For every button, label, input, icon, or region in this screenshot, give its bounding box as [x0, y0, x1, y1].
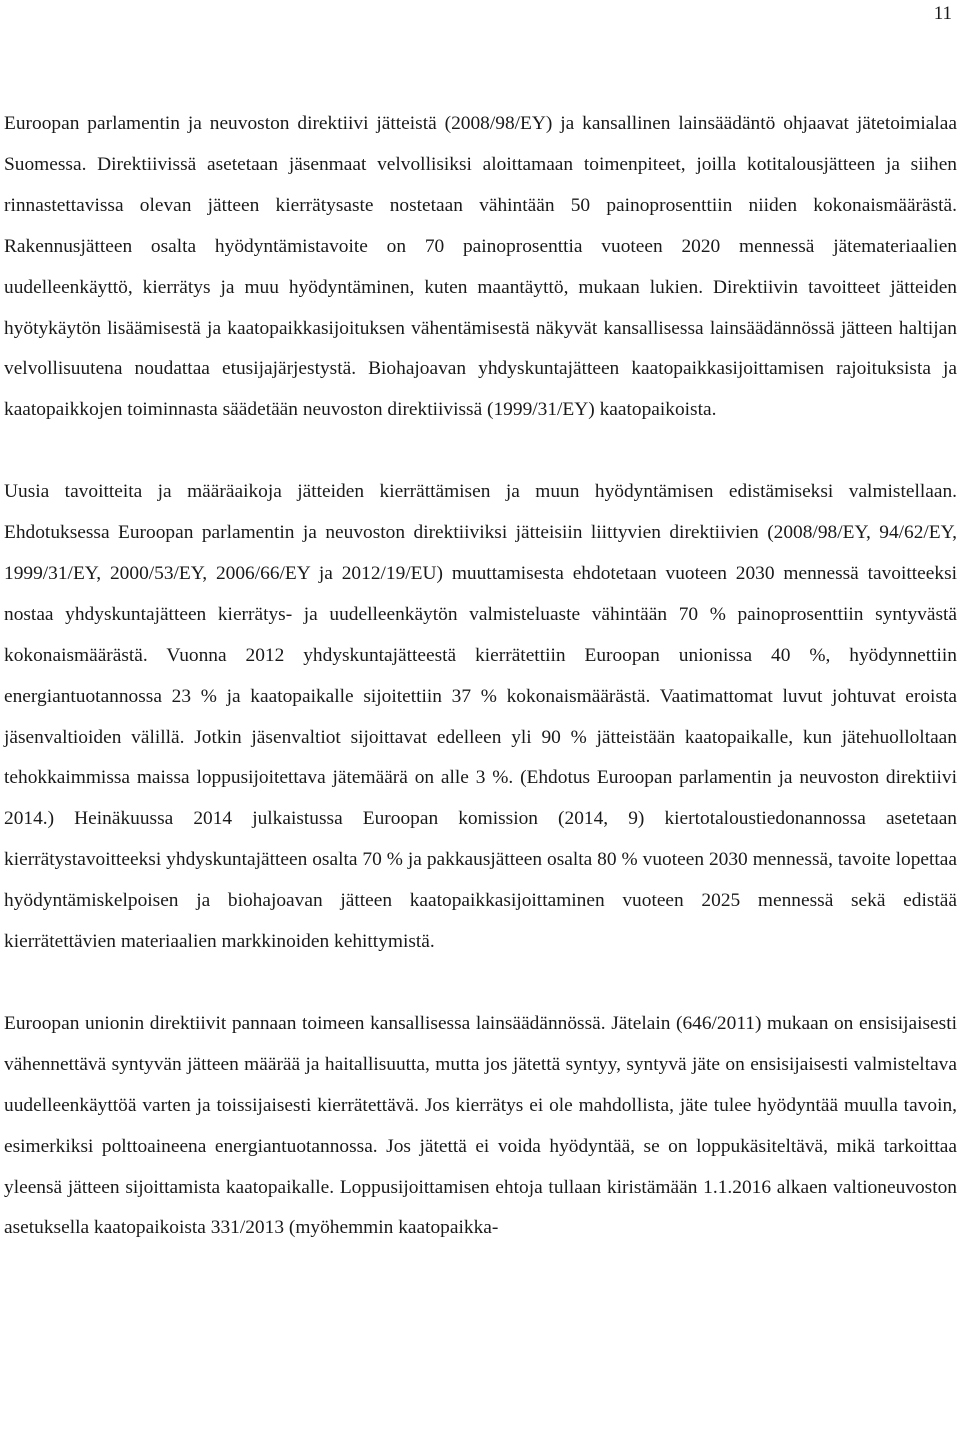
body-text — [4, 104, 957, 1249]
paragraph-eu-waste-directive: Euroopan parlamentin ja neuvoston direktiivi jätteistä (2008/98/EY) ja kansallinen lainsäädäntö ohjaavat jätetoimialaa Suomessa. Direktiivissä asetetaan jäsenmaat velvollisiksi aloittamaan toimenpiteet, joilla kotitalousjätteen ja siihen rinnastettavissa olevan jätteen kierrätysaste nostetaan vähintään 50 painoprosenttiin niiden kokonaismäärästä. Rakennusjätteen osalta hyödyntämistavoite on 70 painoprosenttia vuoteen 2020 mennessä jätemateriaalien uudelleenkäyttö, kierrätys ja muu hyödyntäminen, kuten maantäyttö, mukaan lukien. Direktiivin tavoitteet jätteiden hyötykäytön lisäämisestä ja kaatopaikkasijoituksen vähentämisestä näkyvät kansallisessa lainsäädännössä jätteen haltijan velvollisuutena noudattaa etusijajärjestystä. Biohajoavan yhdyskuntajätteen kaatopaikkasijoittamisen rajoituksista ja kaatopaikkojen toiminnasta säädetään neuvoston direktiivissä (1999/31/EY) kaatopaikoista. — [4, 113, 957, 421]
page-number: 11 — [933, 3, 952, 24]
paragraph-national-legislation: Euroopan unionin direktiivit pannaan toimeen kansallisessa lainsäädännössä. Jätelain (646/2011) mukaan on ensisijaisesti vähennettävä syntyvän jätteen määrää ja haitallisuutta, mutta jos jätettä syntyy, syntyvä jäte on ensisijaisesti valmisteltava uudelleenkäyttöä varten ja toissijaisesti kierrätettävä. Jos kierrätys ei ole mahdollista, jäte tulee hyödyntää muulla tavoin, esimerkiksi polttoaineena energiantuotannossa. Jos jätettä ei voida hyödyntää, se on loppukäsiteltävä, mikä tarkoittaa yleensä jätteen sijoittamista kaatopaikalle. Loppusijoittamisen ehtoja tullaan kiristämään 1.1.2016 alkaen valtioneuvoston asetuksella kaatopaikoista 331/2013 (myöhemmin kaatopaikka- — [4, 1012, 957, 1239]
paragraph-new-targets: Uusia tavoitteita ja määräaikoja jätteiden kierrättämisen ja muun hyödyntämisen edistämiseksi valmistellaan. Ehdotuksessa Euroopan parlamentin ja neuvoston direktiiviksi jätteisiin liittyvien direktiivien (2008/98/EY, 94/62/EY, 1999/31/EY, 2000/53/EY, 2006/66/EY ja 2012/19/EU) muuttamisesta ehdotetaan vuoteen 2030 mennessä tavoitteeksi nostaa yhdyskuntajätteen kierrätys- ja uudelleenkäytön valmisteluaste vähintään 70 % painoprosenttiin syntyvästä kokonaismäärästä. Vuonna 2012 yhdyskuntajätteestä kierrätettiin Euroopan unionissa 40 %, hyödynnettiin energiantuotannossa 23 % ja kaatopaikalle sijoitettiin 37 % kokonaismäärästä. Vaatimattomat luvut johtuvat eroista jäsenvaltioiden välillä. Jotkin jäsenvaltiot sijoittavat edelleen yli 90 % jätteistään kaatopaikalle, kun jätehuolloltaan tehokkaimmissa maissa loppusijoitettava jätemäärä on alle 3 %. (Ehdotus Euroopan parlamentin ja neuvoston direktiivi 2014.) Heinäkuussa 2014 julkaistussa Euroopan komission (2014, 9) kiertotaloustiedonannossa asetetaan kierrätystavoitteeksi yhdyskuntajätteen osalta 70 % ja pakkausjätteen osalta 80 % vuoteen 2030 mennessä, tavoite lopettaa hyödyntämiskelpoisen ja biohajoavan jätteen kaatopaikkasijoittaminen vuoteen 2025 mennessä sekä edistää kierrätettävien materiaalien markkinoiden kehittymistä. — [4, 481, 957, 953]
